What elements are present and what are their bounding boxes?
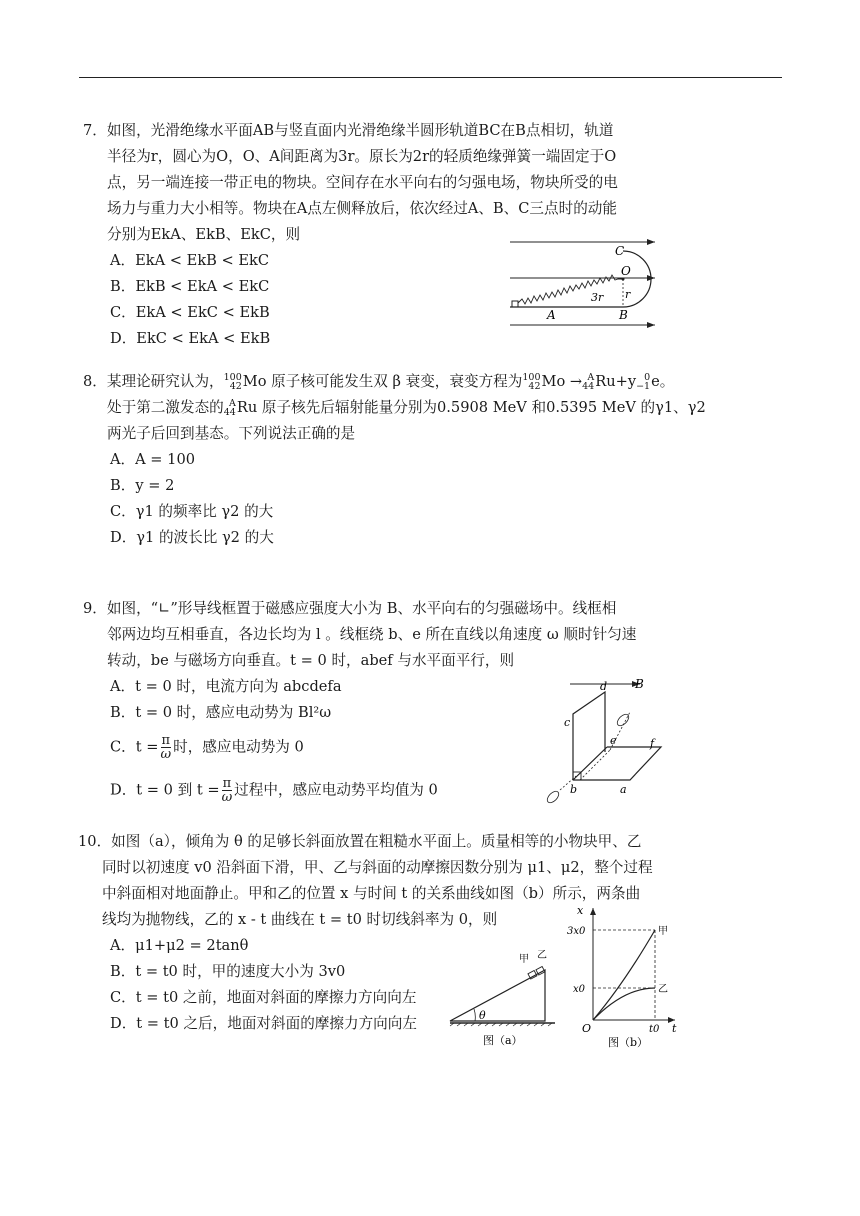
- q9-line-3: 转动，be 与磁场方向垂直。t = 0 时，abef 与水平面平行，则: [107, 652, 515, 669]
- q8-line-1-b: Mo 原子核可能发生双 β 衰变，衰变方程为: [242, 373, 523, 390]
- q8-option-c: C．γ1 的频率比 γ2 的大: [110, 503, 274, 520]
- q9-option-c-fraction: [161, 734, 172, 761]
- q10-option-d: D．t = t0 之后，地面对斜面的摩擦力方向向左: [110, 1015, 417, 1032]
- q10-option-a: A．μ1+μ2 = 2tanθ: [110, 937, 249, 954]
- q7-line-4: 场力与重力大小相等。物块在A点左侧释放后，依次经过A、B、C三点时的动能: [107, 200, 617, 217]
- q8-line-2-b: Ru 原子核先后辐射能量分别为0.5908 MeV 和0.5395 MeV 的γ1、γ2: [236, 399, 706, 416]
- q8-line-1-d: Ru+y: [595, 373, 637, 390]
- ru-nuclide-eq: [582, 373, 594, 391]
- q10b-caption: 图（b）: [608, 1036, 649, 1049]
- ru-nuclide: [224, 399, 236, 417]
- q10b-origin: O: [582, 1022, 592, 1035]
- q7-option-c: C．EkA < EkC < EkB: [110, 304, 270, 321]
- q9-line-1: 9．如图，“∟”形导线框置于磁感应强度大小为 B、水平向右的匀强磁场中。线框相: [83, 600, 617, 617]
- q10b-label-jia: 甲: [658, 926, 668, 937]
- q9-option-c-post: 时，感应电动势为 0: [173, 738, 304, 756]
- question-8: [83, 369, 783, 551]
- mo-eq-atomic: 42: [528, 381, 541, 392]
- q7-label-r: r: [625, 288, 631, 301]
- q7-label-b: B: [619, 308, 628, 322]
- q8-line-2: [83, 395, 783, 421]
- q10b-tick-3x0: 3x0: [567, 926, 586, 937]
- q7-option-b: B．EkB < EkA < EkC: [110, 278, 270, 295]
- q9-label-d: d: [600, 680, 608, 693]
- q9-label-a: a: [620, 783, 627, 796]
- mo-eq-mass: 100: [522, 372, 541, 383]
- q10-figure-b: [563, 900, 688, 1050]
- q7-label-o: O: [621, 264, 631, 278]
- q10a-label-jia: 甲: [519, 954, 529, 965]
- q10-option-c: C．t = t0 之前，地面对斜面的摩擦力方向向左: [110, 989, 417, 1006]
- q8-line-3: 两光子后回到基态。下列说法正确的是: [107, 425, 356, 442]
- q10-figure-a: [445, 948, 560, 1048]
- ru-eq-mass: A: [587, 372, 595, 383]
- q8-option-a: A．A = 100: [110, 451, 196, 468]
- q8-line-1-a: 8．某理论研究认为，: [83, 373, 224, 390]
- q9-c-denominator: ω: [160, 747, 172, 762]
- electron-nuclide: [636, 373, 650, 391]
- mo-nuclide: [224, 373, 242, 391]
- q7-line-2: 半径为r，圆心为O，O、A间距离为3r。原长为2r的轻质绝缘弹簧一端固定于O: [107, 148, 617, 165]
- q7-line-3: 点，另一端连接一带正电的物块。空间存在水平向右的匀强电场，物块所受的电: [107, 174, 618, 191]
- ru-eq-atomic: 44: [582, 381, 595, 392]
- q10b-label-yi: 乙: [658, 984, 668, 995]
- q8-option-b: B．y = 2: [110, 477, 175, 494]
- q7-figure: [505, 230, 665, 332]
- q8-option-d: D．γ1 的波长比 γ2 的大: [110, 529, 274, 546]
- q9-label-b-field: B: [635, 677, 644, 691]
- q9-figure: [540, 672, 680, 812]
- electron-charge: −1: [636, 381, 651, 392]
- q9-label-b: b: [570, 783, 578, 796]
- q8-line-1-e: e。: [651, 373, 675, 390]
- q9-d-numerator: π: [222, 776, 232, 791]
- question-7: [83, 118, 783, 352]
- ru-mass: A: [228, 398, 236, 409]
- q9-option-c-pre: C．t =: [110, 738, 159, 756]
- q7-option-d: D．EkC < EkA < EkB: [110, 330, 271, 347]
- q9-label-e: e: [610, 734, 617, 747]
- q9-option-d-post: 过程中，感应电动势平均值为 0: [234, 781, 438, 799]
- header-rule: [79, 77, 782, 78]
- q7-line-5: 分别为EkA、EkB、EkC，则: [107, 226, 301, 243]
- q10a-label-yi: 乙: [537, 950, 547, 961]
- q9-line-2: 邻两边均互相垂直，各边长均为 l 。线框绕 b、e 所在直线以角速度 ω 顺时针匀速: [107, 626, 637, 643]
- q10a-caption: 图（a）: [483, 1034, 523, 1047]
- q8-line-2-a: 处于第二激发态的: [107, 399, 224, 416]
- q10a-label-theta: θ: [479, 1009, 486, 1022]
- mo-mass-number: 100: [223, 372, 242, 383]
- q10b-tick-t0: t0: [649, 1024, 660, 1035]
- q9-option-b: B．t = 0 时，感应电动势为 Bl²ω: [110, 704, 332, 721]
- q7-label-c: C: [615, 244, 625, 258]
- q9-label-f: f: [650, 737, 655, 750]
- q10-line-2: 同时以初速度 v0 沿斜面下滑，甲、乙与斜面的动摩擦因数分别为 μ1、μ2，整个过程: [102, 859, 653, 876]
- q7-option-a: A．EkA < EkB < EkC: [110, 252, 270, 269]
- q10-line-4: 线均为抛物线，乙的 x - t 曲线在 t = t0 时切线斜率为 0，则: [102, 911, 498, 928]
- q10-line-3: 中斜面相对地面静止。甲和乙的位置 x 与时间 t 的关系曲线如图（b）所示，两条曲: [102, 885, 641, 902]
- q9-label-c: c: [564, 716, 571, 729]
- q7-label-3r: 3r: [591, 291, 604, 304]
- q8-line-1-c: Mo →: [541, 373, 583, 390]
- q7-label-a: A: [547, 308, 556, 322]
- q10-line-1: 10．如图（a），倾角为 θ 的足够长斜面放置在粗糙水平面上。质量相等的小物块甲、乙: [78, 833, 642, 850]
- q9-option-d-fraction: [222, 777, 233, 804]
- q10b-axis-t: t: [672, 1022, 677, 1035]
- q8-line-1: [83, 369, 783, 395]
- q7-line-1: 7．如图，光滑绝缘水平面AB与竖直面内光滑绝缘半圆形轨道BC在B点相切，轨道: [83, 122, 614, 139]
- q9-c-numerator: π: [161, 733, 171, 748]
- q10b-tick-x0: x0: [573, 984, 586, 995]
- mo-nuclide-eq: [522, 373, 540, 391]
- q10-option-b: B．t = t0 时，甲的速度大小为 3v0: [110, 963, 346, 980]
- electron-mass: 0: [644, 372, 651, 383]
- mo-atomic-number: 42: [229, 381, 242, 392]
- ru-atomic: 44: [223, 407, 236, 418]
- q9-option-a: A．t = 0 时，电流方向为 abcdefa: [110, 678, 342, 695]
- q9-option-d-pre: D．t = 0 到 t =: [110, 781, 220, 799]
- q9-d-denominator: ω: [221, 790, 233, 805]
- q10b-axis-x: x: [577, 904, 584, 917]
